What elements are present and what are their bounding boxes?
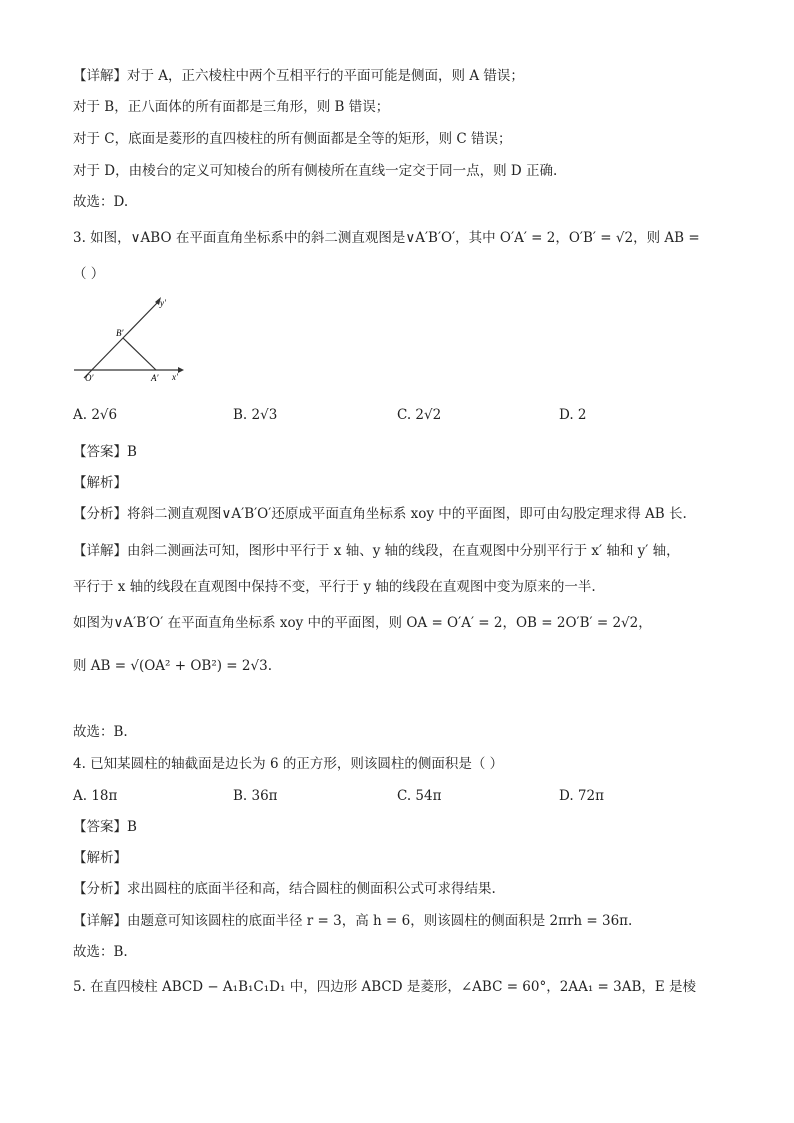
fig-label-y: y′ [160, 298, 166, 308]
q4-analysis-heading: 【解析】 [73, 850, 127, 866]
q5-stem: 5. 在直四棱柱 ABCD − A₁B₁C₁D₁ 中，四边形 ABCD 是菱形，∠ABC = 60°，2AA₁ = 3AB，E 是棱 [73, 979, 697, 995]
q4-option-a: A. 18π [73, 788, 118, 804]
p2-detail-line-3: 对于 C，底面是菱形的直四棱柱的所有侧面都是全等的矩形，则 C 错误； [73, 131, 512, 147]
fig-label-O: O′ [85, 373, 94, 383]
q3-oblique-figure [70, 294, 190, 386]
q3-detail-line-2: 平行于 x 轴的线段在直观图中保持不变，平行于 y 轴的线段在直观图中变为原来的一半. [73, 579, 596, 595]
q4-option-b: B. 36π [233, 788, 278, 804]
q3-option-d: D. 2 [559, 407, 587, 423]
fig-label-A: A′ [151, 373, 159, 383]
p2-choice: 故选：D. [73, 194, 129, 210]
q3-stem-line-1: 3. 如图，∨ABO 在平面直角坐标系中的斜二测直观图是∨A′B′O′，其中 O′A′ = 2，O′B′ = √2，则 AB = [73, 230, 700, 246]
q4-option-c: C. 54π [397, 788, 442, 804]
p2-detail-line-4: 对于 D，由棱台的定义可知棱台的所有侧棱所在直线一定交于同一点，则 D 正确. [73, 163, 558, 179]
fig-label-B: B′ [116, 328, 124, 338]
p2-detail-line-2: 对于 B，正八面体的所有面都是三角形，则 B 错误； [73, 99, 390, 115]
q3-option-b: B. 2√3 [233, 407, 278, 423]
q3-detail-line-3: 如图为∨A′B′O′ 在平面直角坐标系 xoy 中的平面图，则 OA = O′A′ = 2，OB = 2O′B′ = 2√2， [73, 615, 652, 631]
q3-option-a: A. 2√6 [73, 407, 118, 423]
q3-answer: 【答案】B [73, 444, 137, 460]
q4-choice: 故选：B. [73, 944, 128, 960]
q4-analysis: 【分析】求出圆柱的底面半径和高，结合圆柱的侧面积公式可求得结果. [73, 881, 496, 897]
q4-stem: 4. 已知某圆柱的轴截面是边长为 6 的正方形，则该圆柱的侧面积是（ ） [73, 756, 504, 772]
q3-stem-line-2: （ ） [73, 266, 105, 282]
q3-analysis: 【分析】将斜二测直观图∨A′B′O′还原成平面直角坐标系 xoy 中的平面图，即可由勾股定理求得 AB 长. [73, 506, 687, 522]
fig-label-x: x′ [172, 372, 178, 382]
q4-option-d: D. 72π [559, 788, 604, 804]
q3-detail-line-1: 【详解】由斜二测画法可知，图形中平行于 x 轴、y 轴的线段，在直观图中分别平行于 x′ 轴和 y′ 轴， [73, 543, 680, 559]
q3-choice: 故选：B. [73, 724, 128, 740]
p2-detail-line-1: 【详解】对于 A，正六棱柱中两个互相平行的平面可能是侧面，则 A 错误； [73, 68, 524, 84]
q4-answer: 【答案】B [73, 819, 137, 835]
q4-detail: 【详解】由题意可知该圆柱的底面半径 r = 3，高 h = 6，则该圆柱的侧面积是 2πrh = 36π. [73, 913, 633, 929]
q3-analysis-heading: 【解析】 [73, 475, 127, 491]
q3-detail-line-4: 则 AB = √(OA² + OB²) = 2√3. [73, 658, 272, 674]
q3-option-c: C. 2√2 [397, 407, 442, 423]
